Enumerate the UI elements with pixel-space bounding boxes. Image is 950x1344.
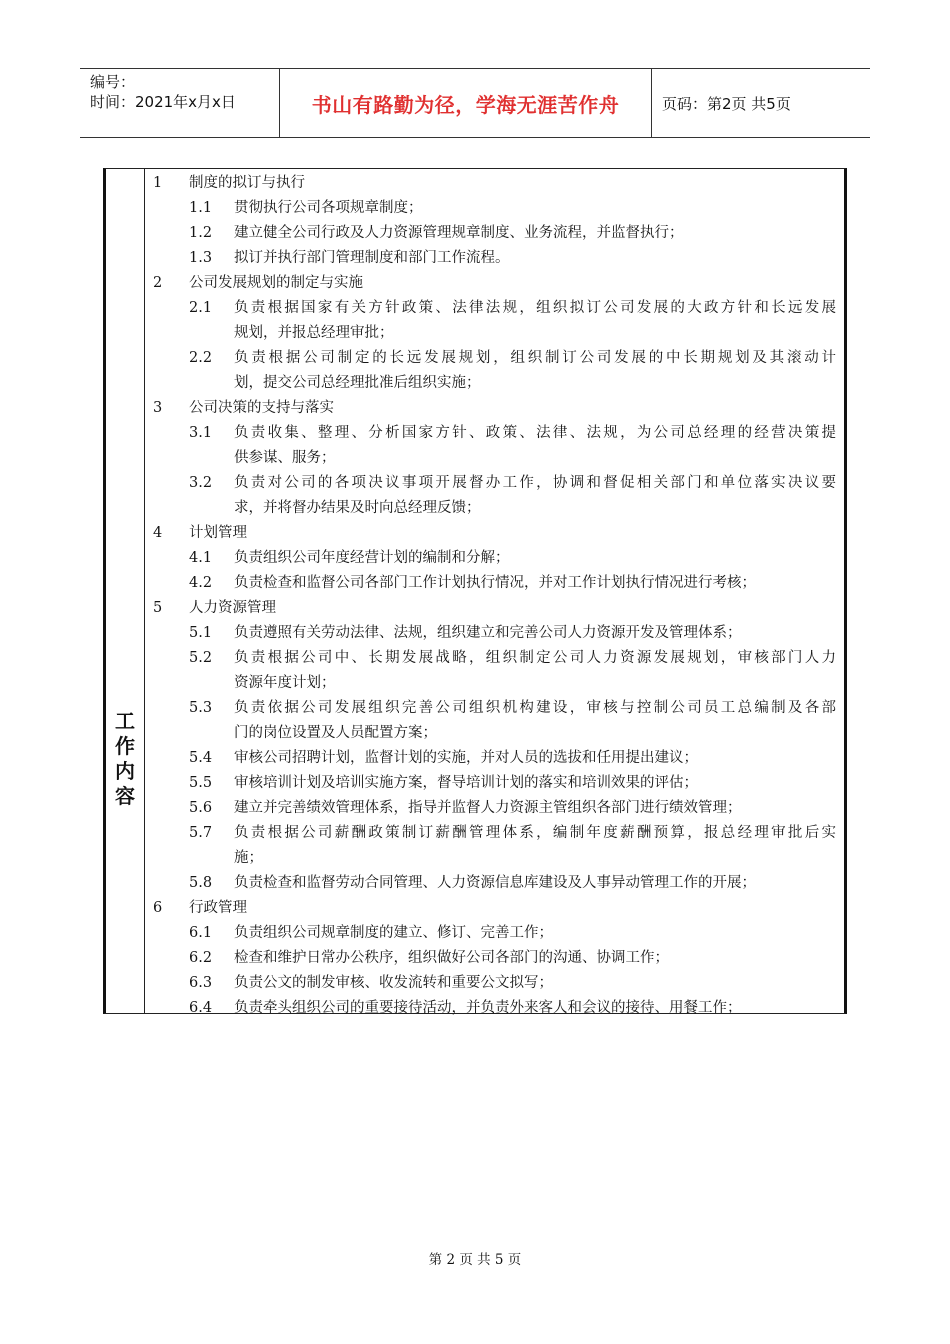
side-label — [106, 709, 144, 809]
item-text-line: 负责遵照有关劳动法律、法规，组织建立和完善公司人力资源开发及管理体系； — [234, 625, 742, 641]
section-heading — [153, 521, 836, 546]
section-title: 公司发展规划的制定与实施 — [189, 275, 363, 291]
section-number: 1 — [153, 175, 163, 191]
list-item — [153, 621, 836, 646]
list-item — [153, 571, 836, 596]
item-text-line: 审核培训计划及培训实施方案，督导培训计划的落实和培训效果的评估； — [234, 775, 698, 791]
item-text — [234, 946, 836, 971]
item-text-line: 负责牵头组织公司的重要接待活动，并负责外来客人和会议的接待、用餐工作； — [234, 1000, 742, 1016]
list-item — [153, 546, 836, 571]
item-text-line: 供参谋、服务； — [234, 450, 336, 466]
section-number: 2 — [153, 275, 163, 291]
item-text — [234, 621, 836, 646]
item-text-line: 负责公文的制发审核、收发流转和重要公文拟写； — [234, 975, 553, 991]
section-heading — [153, 896, 836, 921]
item-text-line: 建立并完善绩效管理体系，指导并监督人力资源主管组织各部门进行绩效管理； — [234, 800, 742, 816]
section-number: 6 — [153, 900, 163, 916]
item-text-line: 负责组织公司年度经营计划的编制和分解； — [234, 550, 510, 566]
item-text-line: 负责根据国家有关方针政策、法律法规，组织拟订公司发展的大政方针和长远发展 — [234, 300, 836, 316]
item-text — [234, 696, 836, 746]
list-item — [153, 746, 836, 771]
item-text-line: 规划，并报总经理审批； — [234, 325, 394, 341]
item-number: 5.6 — [189, 800, 213, 816]
section-number: 5 — [153, 600, 163, 616]
item-text-line: 负责对公司的各项决议事项开展督办工作，协调和督促相关部门和单位落实决议要 — [234, 475, 836, 491]
side-label-char: 工 — [115, 709, 135, 733]
time-label: 时间：2021年x月x日 — [90, 93, 236, 111]
section-heading — [153, 396, 836, 421]
list-item — [153, 646, 836, 696]
item-number: 5.7 — [189, 825, 213, 841]
item-text-line: 负责收集、整理、分析国家方针、政策、法律、法规，为公司总经理的经营决策提 — [234, 425, 836, 441]
item-text-line: 检查和维护日常办公秩序，组织做好公司各部门的沟通、协调工作； — [234, 950, 669, 966]
list-item — [153, 421, 836, 471]
item-text-line: 负责依据公司发展组织完善公司组织机构建设，审核与控制公司员工总编制及各部 — [234, 700, 836, 716]
item-number: 6.4 — [189, 1000, 213, 1016]
section-title: 行政管理 — [189, 900, 247, 916]
item-text — [234, 571, 836, 596]
item-text — [234, 746, 836, 771]
item-text-line: 负责检查和监督公司各部门工作计划执行情况，并对工作计划执行情况进行考核； — [234, 575, 756, 591]
item-text — [234, 471, 836, 521]
item-text — [234, 196, 836, 221]
item-text — [234, 971, 836, 996]
item-text-line: 负责根据公司中、长期发展战略，组织制定公司人力资源发展规划，审核部门人力 — [234, 650, 836, 666]
item-text-line: 求，并将督办结果及时向总经理反馈； — [234, 500, 481, 516]
item-number: 6.2 — [189, 950, 213, 966]
list-item — [153, 871, 836, 896]
list-item — [153, 696, 836, 746]
item-number: 5.3 — [189, 700, 213, 716]
item-text-line: 审核公司招聘计划，监督计划的实施，并对人员的选拔和任用提出建议； — [234, 750, 698, 766]
item-text — [234, 246, 836, 271]
list-item — [153, 821, 836, 871]
section-heading — [153, 171, 836, 196]
side-label-char: 作 — [115, 734, 135, 758]
item-text-line: 拟订并执行部门管理制度和部门工作流程。 — [234, 250, 510, 266]
section-title: 人力资源管理 — [189, 600, 276, 616]
item-number: 5.8 — [189, 875, 213, 891]
item-number: 4.1 — [189, 550, 213, 566]
list-item — [153, 971, 836, 996]
item-number: 1.2 — [189, 225, 213, 241]
item-number: 1.3 — [189, 250, 213, 266]
item-number: 5.2 — [189, 650, 213, 666]
item-number: 6.3 — [189, 975, 213, 991]
item-text-line: 负责根据公司薪酬政策制订薪酬管理体系，编制年度薪酬预算，报总经理审批后实 — [234, 825, 836, 841]
item-text — [234, 871, 836, 896]
item-text — [234, 546, 836, 571]
item-text-line: 划，提交公司总经理批准后组织实施； — [234, 375, 481, 391]
item-number: 5.4 — [189, 750, 213, 766]
item-text — [234, 996, 836, 1021]
list-item — [153, 996, 836, 1021]
section-heading — [153, 596, 836, 621]
item-number: 2.2 — [189, 350, 213, 366]
section-number: 3 — [153, 400, 163, 416]
header-motto: 书山有路勤为径，学海无涯苦作舟 — [280, 69, 652, 137]
list-item — [153, 196, 836, 221]
section-title: 公司决策的支持与落实 — [189, 400, 334, 416]
list-item — [153, 796, 836, 821]
item-text — [234, 296, 836, 346]
list-item — [153, 296, 836, 346]
item-text — [234, 821, 836, 871]
item-text — [234, 796, 836, 821]
item-text-line: 贯彻执行公司各项规章制度； — [234, 200, 423, 216]
item-text-line: 负责组织公司规章制度的建立、修订、完善工作； — [234, 925, 553, 941]
list-item — [153, 346, 836, 396]
item-number: 2.1 — [189, 300, 213, 316]
item-text — [234, 421, 836, 471]
item-number: 5.1 — [189, 625, 213, 641]
item-text-line: 负责检查和监督劳动合同管理、人力资源信息库建设及人事异动管理工作的开展； — [234, 875, 756, 891]
header-page-info: 页码：第2页 共5页 — [662, 94, 791, 113]
item-text — [234, 771, 836, 796]
list-item — [153, 246, 836, 271]
item-text-line: 资源年度计划； — [234, 675, 336, 691]
list-item — [153, 946, 836, 971]
job-content-table — [103, 168, 847, 1014]
code-label: 编号： — [90, 73, 136, 91]
item-number: 3.1 — [189, 425, 213, 441]
item-text — [234, 646, 836, 696]
side-label-char: 容 — [115, 784, 135, 808]
item-text-line: 负责根据公司制定的长远发展规划，组织制订公司发展的中长期规划及其滚动计 — [234, 350, 836, 366]
side-label-cell — [106, 169, 145, 1013]
list-item — [153, 471, 836, 521]
list-item — [153, 771, 836, 796]
page-footer: 第 2 页 共 5 页 — [428, 1252, 522, 1268]
header-meta — [80, 69, 280, 137]
item-number: 5.5 — [189, 775, 213, 791]
list-item — [153, 921, 836, 946]
content-cell — [153, 171, 836, 1021]
side-label-char: 内 — [115, 759, 135, 783]
item-number: 6.1 — [189, 925, 213, 941]
section-title: 制度的拟订与执行 — [189, 175, 305, 191]
item-number: 1.1 — [189, 200, 213, 216]
item-text-line: 建立健全公司行政及人力资源管理规章制度、业务流程，并监督执行； — [234, 225, 684, 241]
section-title: 计划管理 — [189, 525, 247, 541]
section-heading — [153, 271, 836, 296]
page-header — [80, 68, 870, 138]
item-text-line: 门的岗位设置及人员配置方案； — [234, 725, 437, 741]
item-number: 3.2 — [189, 475, 213, 491]
section-number: 4 — [153, 525, 163, 541]
item-text — [234, 221, 836, 246]
item-text — [234, 921, 836, 946]
item-number: 4.2 — [189, 575, 213, 591]
item-text — [234, 346, 836, 396]
item-text-line: 施； — [234, 850, 263, 866]
list-item — [153, 221, 836, 246]
